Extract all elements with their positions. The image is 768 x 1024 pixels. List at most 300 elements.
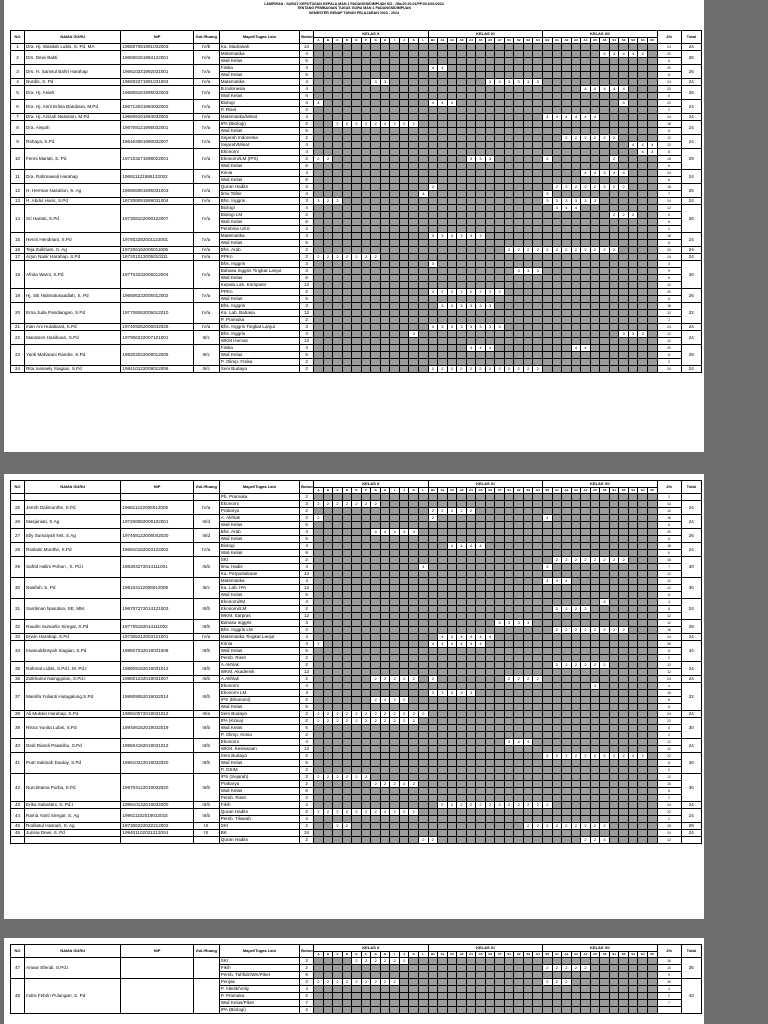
- class-empty-cell: [419, 114, 429, 121]
- class-empty-cell: [504, 303, 514, 310]
- class-hours-cell: 4: [371, 529, 381, 536]
- class-empty-cell: [333, 648, 343, 655]
- class-empty-cell: [457, 958, 467, 965]
- class-empty-cell: [523, 135, 533, 142]
- teacher-name: Henni Hendriani, S.Pd: [25, 233, 121, 247]
- class-empty-cell: [590, 830, 600, 837]
- class-empty-cell: [609, 58, 619, 65]
- class-empty-cell: [399, 557, 409, 564]
- class-empty-cell: [523, 816, 533, 823]
- class-empty-cell: [399, 149, 409, 156]
- class-empty-cell: [619, 303, 629, 310]
- class-empty-cell: [562, 781, 572, 788]
- class-empty-cell: [514, 114, 524, 121]
- class-hours-cell: 2: [314, 979, 324, 986]
- class-empty-cell: [438, 795, 448, 802]
- class-empty-cell: [552, 802, 562, 809]
- class-hours-cell: 2: [352, 121, 362, 128]
- class-empty-cell: [371, 366, 381, 373]
- class-hours-cell: 2: [361, 809, 371, 816]
- teacher-nip: 198104112009012006: [121, 578, 193, 599]
- class-empty-cell: [390, 79, 400, 86]
- class-empty-cell: [514, 543, 524, 550]
- class-empty-cell: [590, 121, 600, 128]
- class-empty-cell: [562, 536, 572, 543]
- class-empty-cell: [419, 310, 429, 317]
- class-empty-cell: [600, 93, 610, 100]
- class-empty-cell: [590, 718, 600, 725]
- class-empty-cell: [514, 515, 524, 522]
- header-class-code: S3: [523, 488, 533, 494]
- class-empty-cell: [380, 184, 390, 191]
- class-empty-cell: [523, 725, 533, 732]
- task-weight: 2: [300, 121, 314, 128]
- class-empty-cell: [438, 522, 448, 529]
- class-empty-cell: [533, 795, 543, 802]
- task-hours-sum: 2: [657, 107, 681, 114]
- teacher-number: 33: [11, 634, 25, 641]
- class-empty-cell: [552, 366, 562, 373]
- header-class-code: L: [419, 488, 429, 494]
- class-empty-cell: [571, 725, 581, 732]
- class-empty-cell: [380, 802, 390, 809]
- class-hours-cell: 3: [457, 324, 467, 331]
- class-empty-cell: [638, 233, 648, 240]
- class-empty-cell: [543, 606, 553, 613]
- class-empty-cell: [333, 156, 343, 163]
- class-empty-cell: [447, 753, 457, 760]
- class-empty-cell: [647, 135, 657, 142]
- class-empty-cell: [628, 338, 638, 345]
- class-hours-cell: 4: [619, 170, 629, 177]
- class-empty-cell: [628, 823, 638, 830]
- class-empty-cell: [361, 65, 371, 72]
- class-empty-cell: [476, 550, 486, 557]
- class-empty-cell: [638, 359, 648, 366]
- class-empty-cell: [504, 823, 514, 830]
- class-empty-cell: [333, 620, 343, 627]
- class-empty-cell: [552, 1000, 562, 1007]
- class-empty-cell: [543, 508, 553, 515]
- class-empty-cell: [600, 58, 610, 65]
- class-empty-cell: [533, 219, 543, 226]
- task-subject: Wali Kelas: [219, 219, 299, 226]
- class-empty-cell: [533, 149, 543, 156]
- teacher-task-row: [11, 149, 702, 156]
- class-empty-cell: [581, 746, 591, 753]
- class-empty-cell: [647, 226, 657, 233]
- class-empty-cell: [504, 788, 514, 795]
- class-hours-cell: 2: [619, 753, 629, 760]
- class-empty-cell: [552, 788, 562, 795]
- task-subject: Wali Kelas: [219, 704, 299, 711]
- header-class-code: A7: [495, 38, 505, 44]
- class-empty-cell: [333, 142, 343, 149]
- class-empty-cell: [514, 296, 524, 303]
- class-empty-cell: [323, 627, 333, 634]
- class-empty-cell: [628, 767, 638, 774]
- class-empty-cell: [600, 965, 610, 972]
- class-empty-cell: [399, 156, 409, 163]
- teacher-number: 14: [11, 205, 25, 233]
- class-empty-cell: [438, 198, 448, 205]
- class-empty-cell: [514, 135, 524, 142]
- class-empty-cell: [581, 979, 591, 986]
- class-empty-cell: [562, 669, 572, 676]
- class-empty-cell: [476, 571, 486, 578]
- class-empty-cell: [419, 100, 429, 107]
- class-empty-cell: [571, 802, 581, 809]
- class-empty-cell: [476, 501, 486, 508]
- class-empty-cell: [361, 184, 371, 191]
- class-empty-cell: [352, 648, 362, 655]
- class-empty-cell: [419, 163, 429, 170]
- class-empty-cell: [419, 501, 429, 508]
- class-empty-cell: [314, 578, 324, 585]
- class-empty-cell: [581, 809, 591, 816]
- class-empty-cell: [600, 564, 610, 571]
- task-subject: Wali Kelas: [219, 592, 299, 599]
- class-empty-cell: [647, 163, 657, 170]
- class-empty-cell: [342, 557, 352, 564]
- class-hours-cell: 4: [609, 51, 619, 58]
- class-empty-cell: [647, 725, 657, 732]
- class-empty-cell: [323, 268, 333, 275]
- teacher-task-row: [11, 837, 702, 844]
- class-empty-cell: [552, 359, 562, 366]
- class-empty-cell: [323, 697, 333, 704]
- teacher-number: 24: [11, 366, 25, 373]
- class-empty-cell: [438, 282, 448, 289]
- class-empty-cell: [495, 711, 505, 718]
- class-empty-cell: [352, 536, 362, 543]
- class-empty-cell: [581, 1007, 591, 1014]
- class-empty-cell: [352, 508, 362, 515]
- class-empty-cell: [495, 781, 505, 788]
- class-empty-cell: [533, 128, 543, 135]
- class-empty-cell: [361, 578, 371, 585]
- class-empty-cell: [352, 345, 362, 352]
- class-empty-cell: [609, 732, 619, 739]
- class-empty-cell: [552, 993, 562, 1000]
- class-empty-cell: [314, 345, 324, 352]
- class-empty-cell: [419, 529, 429, 536]
- class-empty-cell: [476, 163, 486, 170]
- class-empty-cell: [390, 359, 400, 366]
- class-empty-cell: [609, 191, 619, 198]
- class-empty-cell: [371, 261, 381, 268]
- class-hours-cell: 4: [514, 739, 524, 746]
- class-empty-cell: [399, 107, 409, 114]
- class-empty-cell: [314, 669, 324, 676]
- class-hours-cell: 2: [552, 662, 562, 669]
- class-empty-cell: [476, 823, 486, 830]
- class-empty-cell: [590, 261, 600, 268]
- class-empty-cell: [533, 198, 543, 205]
- class-empty-cell: [495, 1000, 505, 1007]
- class-empty-cell: [504, 93, 514, 100]
- class-empty-cell: [371, 177, 381, 184]
- class-empty-cell: [600, 163, 610, 170]
- class-empty-cell: [514, 240, 524, 247]
- class-empty-cell: [552, 837, 562, 844]
- class-hours-cell: 2: [390, 697, 400, 704]
- class-empty-cell: [514, 149, 524, 156]
- class-empty-cell: [342, 606, 352, 613]
- class-empty-cell: [314, 536, 324, 543]
- task-subject: Bhs. Inggris: [219, 303, 299, 310]
- class-empty-cell: [380, 163, 390, 170]
- class-empty-cell: [647, 655, 657, 662]
- class-empty-cell: [323, 366, 333, 373]
- task-hours-sum: 24: [657, 802, 681, 809]
- class-empty-cell: [380, 1000, 390, 1007]
- class-empty-cell: [419, 494, 429, 501]
- class-empty-cell: [647, 254, 657, 261]
- class-empty-cell: [457, 128, 467, 135]
- class-empty-cell: [609, 536, 619, 543]
- class-empty-cell: [342, 965, 352, 972]
- class-hours-cell: 2: [333, 718, 343, 725]
- class-empty-cell: [581, 788, 591, 795]
- class-empty-cell: [609, 979, 619, 986]
- class-empty-cell: [638, 226, 648, 233]
- class-empty-cell: [447, 317, 457, 324]
- class-empty-cell: [647, 121, 657, 128]
- task-hours-sum: 22: [657, 809, 681, 816]
- class-empty-cell: [523, 515, 533, 522]
- task-subject: SKI: [219, 823, 299, 830]
- class-empty-cell: [342, 317, 352, 324]
- class-empty-cell: [419, 958, 429, 965]
- class-empty-cell: [581, 156, 591, 163]
- class-empty-cell: [504, 1007, 514, 1014]
- class-empty-cell: [314, 289, 324, 296]
- class-empty-cell: [457, 774, 467, 781]
- class-empty-cell: [590, 550, 600, 557]
- class-empty-cell: [390, 1000, 400, 1007]
- class-empty-cell: [638, 324, 648, 331]
- class-empty-cell: [447, 550, 457, 557]
- class-empty-cell: [485, 662, 495, 669]
- class-empty-cell: [504, 557, 514, 564]
- class-empty-cell: [647, 781, 657, 788]
- class-empty-cell: [514, 128, 524, 135]
- task-weight: 3: [300, 324, 314, 331]
- class-hours-cell: 2: [571, 662, 581, 669]
- class-empty-cell: [399, 317, 409, 324]
- task-hours-sum: 24: [657, 830, 681, 837]
- class-empty-cell: [380, 732, 390, 739]
- class-empty-cell: [514, 177, 524, 184]
- teacher-number: 2: [11, 51, 25, 65]
- class-empty-cell: [600, 128, 610, 135]
- class-empty-cell: [447, 135, 457, 142]
- class-empty-cell: [638, 732, 648, 739]
- class-empty-cell: [600, 958, 610, 965]
- class-empty-cell: [543, 107, 553, 114]
- class-empty-cell: [523, 669, 533, 676]
- class-empty-cell: [371, 669, 381, 676]
- class-empty-cell: [609, 543, 619, 550]
- class-empty-cell: [571, 289, 581, 296]
- teacher-total-hours: 34: [681, 641, 701, 662]
- task-weight: 2: [300, 958, 314, 965]
- class-empty-cell: [514, 606, 524, 613]
- task-weight: 12: [300, 585, 314, 592]
- class-empty-cell: [600, 760, 610, 767]
- class-empty-cell: [600, 345, 610, 352]
- class-empty-cell: [638, 543, 648, 550]
- class-hours-cell: 2: [523, 823, 533, 830]
- class-empty-cell: [466, 275, 476, 282]
- header-class-code: S5: [647, 488, 657, 494]
- task-subject: Kepala Lab. Komputer: [219, 282, 299, 289]
- class-empty-cell: [409, 51, 419, 58]
- class-empty-cell: [352, 338, 362, 345]
- class-empty-cell: [399, 1000, 409, 1007]
- class-empty-cell: [399, 774, 409, 781]
- task-subject: BK: [219, 830, 299, 837]
- class-empty-cell: [476, 662, 486, 669]
- class-empty-cell: [562, 683, 572, 690]
- class-empty-cell: [581, 44, 591, 51]
- class-hours-cell: 2: [609, 627, 619, 634]
- class-empty-cell: [581, 781, 591, 788]
- class-empty-cell: [438, 655, 448, 662]
- class-empty-cell: [504, 732, 514, 739]
- class-empty-cell: [390, 191, 400, 198]
- class-empty-cell: [352, 135, 362, 142]
- class-empty-cell: [504, 641, 514, 648]
- class-empty-cell: [428, 310, 438, 317]
- class-empty-cell: [590, 163, 600, 170]
- class-empty-cell: [380, 128, 390, 135]
- class-empty-cell: [562, 641, 572, 648]
- class-empty-cell: [504, 795, 514, 802]
- class-empty-cell: [619, 522, 629, 529]
- class-hours-cell: 2: [552, 979, 562, 986]
- teacher-task-row: [11, 261, 702, 268]
- class-hours-cell: 2: [562, 979, 572, 986]
- task-subject: Wali Kelas: [219, 58, 299, 65]
- class-empty-cell: [466, 620, 476, 627]
- class-hours-cell: 2: [552, 627, 562, 634]
- class-empty-cell: [342, 830, 352, 837]
- class-empty-cell: [628, 634, 638, 641]
- class-empty-cell: [457, 711, 467, 718]
- class-hours-cell: 2: [390, 711, 400, 718]
- class-empty-cell: [504, 501, 514, 508]
- class-empty-cell: [342, 697, 352, 704]
- teacher-nip: 199704122019032020: [121, 774, 193, 802]
- class-empty-cell: [390, 746, 400, 753]
- header-class-code: A1: [438, 38, 448, 44]
- class-empty-cell: [628, 760, 638, 767]
- class-empty-cell: [628, 543, 638, 550]
- class-hours-cell: 2: [409, 809, 419, 816]
- class-empty-cell: [609, 515, 619, 522]
- class-empty-cell: [647, 823, 657, 830]
- class-empty-cell: [438, 958, 448, 965]
- class-empty-cell: [571, 529, 581, 536]
- class-empty-cell: [514, 641, 524, 648]
- class-empty-cell: [352, 114, 362, 121]
- class-empty-cell: [638, 289, 648, 296]
- teacher-number: 48: [11, 979, 25, 1014]
- class-empty-cell: [447, 198, 457, 205]
- class-empty-cell: [562, 275, 572, 282]
- teacher-task-row: [11, 979, 702, 986]
- class-empty-cell: [371, 86, 381, 93]
- class-empty-cell: [543, 837, 553, 844]
- class-empty-cell: [438, 767, 448, 774]
- class-empty-cell: [590, 310, 600, 317]
- class-empty-cell: [409, 641, 419, 648]
- class-empty-cell: [390, 366, 400, 373]
- task-hours-sum: 4: [657, 683, 681, 690]
- class-empty-cell: [533, 816, 543, 823]
- class-empty-cell: [628, 837, 638, 844]
- class-empty-cell: [438, 331, 448, 338]
- class-empty-cell: [466, 760, 476, 767]
- class-empty-cell: [523, 44, 533, 51]
- class-empty-cell: [628, 662, 638, 669]
- class-empty-cell: [419, 599, 429, 606]
- task-subject: Matematika: [219, 79, 299, 86]
- class-empty-cell: [495, 205, 505, 212]
- class-empty-cell: [342, 564, 352, 571]
- class-empty-cell: [419, 135, 429, 142]
- class-empty-cell: [361, 655, 371, 662]
- class-empty-cell: [562, 324, 572, 331]
- class-empty-cell: [390, 662, 400, 669]
- class-empty-cell: [638, 669, 648, 676]
- class-empty-cell: [438, 149, 448, 156]
- class-empty-cell: [543, 972, 553, 979]
- class-empty-cell: [352, 310, 362, 317]
- header-class-code: A4: [466, 952, 476, 958]
- class-empty-cell: [533, 324, 543, 331]
- class-empty-cell: [476, 529, 486, 536]
- class-empty-cell: [495, 149, 505, 156]
- task-subject: Ekonomi LM: [219, 690, 299, 697]
- class-empty-cell: [419, 641, 429, 648]
- class-empty-cell: [352, 219, 362, 226]
- task-subject: Wali Kelas: [219, 177, 299, 184]
- class-empty-cell: [543, 268, 553, 275]
- task-weight: 2: [300, 366, 314, 373]
- class-empty-cell: [428, 543, 438, 550]
- task-weight: 12: [300, 669, 314, 676]
- teacher-grade: III/b: [193, 809, 219, 823]
- class-empty-cell: [333, 331, 343, 338]
- class-empty-cell: [323, 170, 333, 177]
- class-empty-cell: [628, 261, 638, 268]
- class-empty-cell: [533, 205, 543, 212]
- teacher-grade: III/c: [193, 331, 219, 345]
- task-subject: Wali Kelas: [219, 550, 299, 557]
- class-empty-cell: [342, 359, 352, 366]
- class-empty-cell: [638, 310, 648, 317]
- header-col-jlh: Jlh: [657, 31, 681, 44]
- class-empty-cell: [428, 683, 438, 690]
- class-hours-cell: 2: [380, 711, 390, 718]
- header-class-code: A5: [476, 488, 486, 494]
- class-empty-cell: [638, 529, 648, 536]
- class-empty-cell: [457, 191, 467, 198]
- task-weight: 2: [300, 965, 314, 972]
